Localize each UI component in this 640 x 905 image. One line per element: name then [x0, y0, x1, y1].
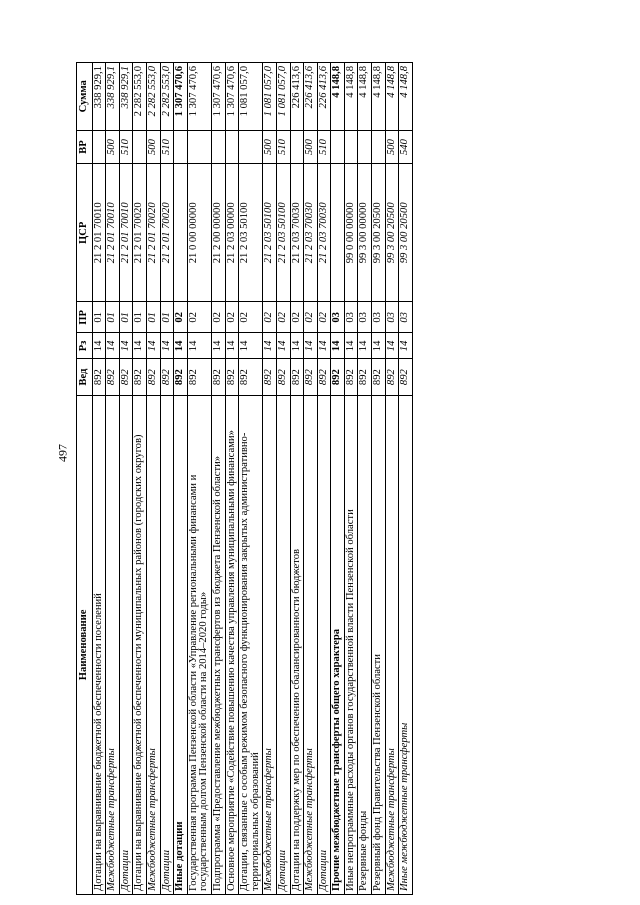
- cell-csr: 21 2 03 50100: [239, 164, 263, 302]
- cell-rz: 14: [119, 333, 133, 359]
- cell-name: Иные дотации: [174, 395, 188, 894]
- cell-rz: 14: [358, 333, 372, 359]
- cell-name: Дотации: [119, 395, 133, 894]
- cell-pr: 01: [160, 302, 174, 333]
- cell-rz: 14: [385, 333, 399, 359]
- cell-ved: 892: [290, 359, 304, 395]
- cell-pr: 01: [92, 302, 106, 333]
- header-ved: Вед: [77, 359, 93, 395]
- cell-name: Подпрограмма «Предоставление межбюджетных трансфертов из бюджета Пензенской области»: [211, 395, 225, 894]
- cell-ved: 892: [146, 359, 160, 395]
- cell-csr: [174, 164, 188, 302]
- table-row: [106, 63, 120, 895]
- cell-ved: 892: [160, 359, 174, 395]
- cell-rz: 14: [344, 333, 358, 359]
- cell-name: Прочие межбюджетные трансферты общего характера: [331, 395, 345, 894]
- cell-csr: 21 2 03 70030: [317, 164, 331, 302]
- cell-name: Дотации: [160, 395, 174, 894]
- cell-csr: [331, 164, 345, 302]
- cell-csr: 21 2 01 70010: [119, 164, 133, 302]
- cell-vr: 510: [160, 130, 174, 164]
- cell-csr: 21 2 03 50100: [263, 164, 277, 302]
- cell-rz: 14: [239, 333, 263, 359]
- cell-pr: 03: [344, 302, 358, 333]
- cell-ved: 892: [263, 359, 277, 395]
- table-row: [399, 63, 413, 895]
- cell-ved: 892: [92, 359, 106, 395]
- table-row: [225, 63, 239, 895]
- cell-name: Межбюджетные трансферты: [304, 395, 318, 894]
- cell-sum: 4 148,8: [344, 63, 358, 131]
- cell-vr: [372, 130, 386, 164]
- table-row: [385, 63, 399, 895]
- cell-vr: [211, 130, 225, 164]
- table-row: [331, 63, 345, 895]
- cell-sum: 1 081 057,0: [239, 63, 263, 131]
- cell-rz: 14: [225, 333, 239, 359]
- cell-name: Основное мероприятие «Содействие повышению качества управления муниципальными финансами»: [225, 395, 239, 894]
- cell-sum: 226 413,6: [304, 63, 318, 131]
- table-row: [344, 63, 358, 895]
- cell-rz: 14: [146, 333, 160, 359]
- rotated-table-container: [76, 62, 580, 895]
- table-row: [187, 63, 211, 895]
- header-rz: Рз: [77, 333, 93, 359]
- cell-rz: 14: [304, 333, 318, 359]
- cell-sum: 4 148,8: [385, 63, 399, 131]
- page-number: 497: [55, 444, 70, 462]
- cell-rz: 14: [160, 333, 174, 359]
- cell-sum: 1 307 470,6: [211, 63, 225, 131]
- cell-name: Межбюджетные трансферты: [106, 395, 120, 894]
- cell-sum: 338 929,1: [119, 63, 133, 131]
- cell-sum: 1 081 057,0: [263, 63, 277, 131]
- cell-pr: 01: [106, 302, 120, 333]
- cell-ved: 892: [344, 359, 358, 395]
- cell-ved: 892: [119, 359, 133, 395]
- cell-pr: 01: [133, 302, 147, 333]
- cell-sum: 4 148,8: [331, 63, 345, 131]
- cell-ved: 892: [385, 359, 399, 395]
- cell-vr: 500: [263, 130, 277, 164]
- cell-ved: 892: [358, 359, 372, 395]
- cell-vr: [358, 130, 372, 164]
- cell-csr: 21 0 00 00000: [187, 164, 211, 302]
- table-row: [92, 63, 106, 895]
- cell-csr: 21 2 03 70030: [290, 164, 304, 302]
- cell-rz: 14: [106, 333, 120, 359]
- cell-csr: 99 0 00 00000: [344, 164, 358, 302]
- cell-ved: 892: [187, 359, 211, 395]
- cell-csr: 21 2 03 00000: [225, 164, 239, 302]
- cell-vr: [92, 130, 106, 164]
- table-row: [174, 63, 188, 895]
- table-row: [276, 63, 290, 895]
- cell-csr: 21 2 01 70020: [160, 164, 174, 302]
- cell-rz: 14: [331, 333, 345, 359]
- table-row: [304, 63, 318, 895]
- cell-ved: 892: [133, 359, 147, 395]
- cell-vr: 500: [304, 130, 318, 164]
- cell-csr: 99 3 00 20500: [385, 164, 399, 302]
- cell-vr: 500: [146, 130, 160, 164]
- cell-name: Дотации: [317, 395, 331, 894]
- cell-name: Государственная программа Пензенской области «Управление региональными финансами и государственным долгом Пензенской области на 2014–2020 годы»: [187, 395, 211, 894]
- cell-ved: 892: [174, 359, 188, 395]
- cell-sum: 4 148,8: [372, 63, 386, 131]
- cell-sum: 2 282 553,0: [160, 63, 174, 131]
- table-row: [372, 63, 386, 895]
- cell-sum: 4 148,8: [399, 63, 413, 131]
- budget-table: [76, 62, 413, 895]
- cell-pr: 02: [276, 302, 290, 333]
- cell-vr: 510: [317, 130, 331, 164]
- header-pr: ПР: [77, 302, 93, 333]
- cell-vr: 540: [399, 130, 413, 164]
- cell-sum: 338 929,1: [106, 63, 120, 131]
- cell-name: Дотации: [276, 395, 290, 894]
- table-row: [160, 63, 174, 895]
- cell-sum: 4 148,8: [358, 63, 372, 131]
- cell-ved: 892: [399, 359, 413, 395]
- cell-csr: 99 3 00 20500: [372, 164, 386, 302]
- header-vr: ВР: [77, 130, 93, 164]
- cell-vr: 500: [385, 130, 399, 164]
- cell-pr: 03: [385, 302, 399, 333]
- cell-vr: 510: [119, 130, 133, 164]
- cell-sum: 1 081 057,0: [276, 63, 290, 131]
- cell-ved: 892: [317, 359, 331, 395]
- cell-csr: 21 2 00 00000: [211, 164, 225, 302]
- cell-vr: [187, 130, 211, 164]
- cell-vr: [133, 130, 147, 164]
- cell-vr: [225, 130, 239, 164]
- cell-rz: 14: [187, 333, 211, 359]
- cell-name: Резервные фонды: [358, 395, 372, 894]
- cell-csr: 21 2 03 50100: [276, 164, 290, 302]
- cell-pr: 01: [119, 302, 133, 333]
- cell-name: Дотации на выравнивание бюджетной обеспеченности муниципальных районов (городских округов): [133, 395, 147, 894]
- cell-ved: 892: [106, 359, 120, 395]
- cell-pr: 02: [225, 302, 239, 333]
- cell-name: Межбюджетные трансферты: [385, 395, 399, 894]
- cell-vr: [331, 130, 345, 164]
- cell-ved: 892: [211, 359, 225, 395]
- cell-sum: 2 282 553,0: [133, 63, 147, 131]
- cell-csr: 21 2 01 70020: [146, 164, 160, 302]
- cell-name: Иные межбюджетные трансферты: [399, 395, 413, 894]
- cell-vr: [344, 130, 358, 164]
- cell-name: Иные непрограммные расходы органов государственной власти Пензенской области: [344, 395, 358, 894]
- cell-pr: 02: [263, 302, 277, 333]
- cell-rz: 14: [372, 333, 386, 359]
- cell-pr: 02: [239, 302, 263, 333]
- cell-rz: 14: [317, 333, 331, 359]
- cell-sum: 226 413,6: [290, 63, 304, 131]
- cell-vr: [174, 130, 188, 164]
- cell-rz: 14: [174, 333, 188, 359]
- cell-vr: 510: [276, 130, 290, 164]
- cell-vr: [239, 130, 263, 164]
- cell-name: Межбюджетные трансферты: [146, 395, 160, 894]
- table-row: [317, 63, 331, 895]
- cell-csr: 21 2 01 70010: [92, 164, 106, 302]
- table-row: [211, 63, 225, 895]
- cell-name: Резервный фонд Правительства Пензенской области: [372, 395, 386, 894]
- cell-ved: 892: [304, 359, 318, 395]
- cell-csr: 21 2 01 70010: [106, 164, 120, 302]
- table-row: [146, 63, 160, 895]
- cell-ved: 892: [276, 359, 290, 395]
- cell-sum: 2 282 553,0: [146, 63, 160, 131]
- header-name: Наименование: [77, 395, 93, 894]
- cell-rz: 14: [399, 333, 413, 359]
- cell-ved: 892: [372, 359, 386, 395]
- cell-vr: [290, 130, 304, 164]
- cell-sum: 1 307 470,6: [174, 63, 188, 131]
- cell-pr: 03: [399, 302, 413, 333]
- table-row: [119, 63, 133, 895]
- cell-pr: 03: [372, 302, 386, 333]
- cell-sum: 226 413,6: [317, 63, 331, 131]
- cell-pr: 02: [187, 302, 211, 333]
- cell-rz: 14: [290, 333, 304, 359]
- cell-sum: 1 307 470,6: [187, 63, 211, 131]
- cell-pr: 02: [290, 302, 304, 333]
- cell-pr: 03: [358, 302, 372, 333]
- cell-pr: 02: [174, 302, 188, 333]
- cell-pr: 02: [211, 302, 225, 333]
- cell-pr: 02: [304, 302, 318, 333]
- cell-pr: 02: [317, 302, 331, 333]
- cell-rz: 14: [133, 333, 147, 359]
- cell-name: Дотации на выравнивание бюджетной обеспеченности поселений: [92, 395, 106, 894]
- cell-sum: 338 929,1: [92, 63, 106, 131]
- cell-name: Дотации, связанные с особым режимом безопасного функционирования закрытых административно-территориальных образований: [239, 395, 263, 894]
- header-row: [77, 63, 93, 895]
- cell-ved: 892: [331, 359, 345, 395]
- cell-csr: 21 2 03 70030: [304, 164, 318, 302]
- cell-pr: 01: [146, 302, 160, 333]
- cell-csr: 99 3 00 00000: [358, 164, 372, 302]
- cell-pr: 03: [331, 302, 345, 333]
- cell-rz: 14: [92, 333, 106, 359]
- cell-csr: 21 2 01 70020: [133, 164, 147, 302]
- table-body: [92, 63, 412, 895]
- table-row: [239, 63, 263, 895]
- table-row: [133, 63, 147, 895]
- table-row: [263, 63, 277, 895]
- table-row: [358, 63, 372, 895]
- cell-name: Дотации на поддержку мер по обеспечению сбалансированности бюджетов: [290, 395, 304, 894]
- cell-csr: 99 3 00 20500: [399, 164, 413, 302]
- cell-name: Межбюджетные трансферты: [263, 395, 277, 894]
- header-sum: Сумма: [77, 63, 93, 131]
- cell-rz: 14: [263, 333, 277, 359]
- header-csr: ЦСР: [77, 164, 93, 302]
- table-row: [290, 63, 304, 895]
- cell-rz: 14: [276, 333, 290, 359]
- cell-sum: 1 307 470,6: [225, 63, 239, 131]
- cell-rz: 14: [211, 333, 225, 359]
- cell-ved: 892: [239, 359, 263, 395]
- cell-vr: 500: [106, 130, 120, 164]
- cell-ved: 892: [225, 359, 239, 395]
